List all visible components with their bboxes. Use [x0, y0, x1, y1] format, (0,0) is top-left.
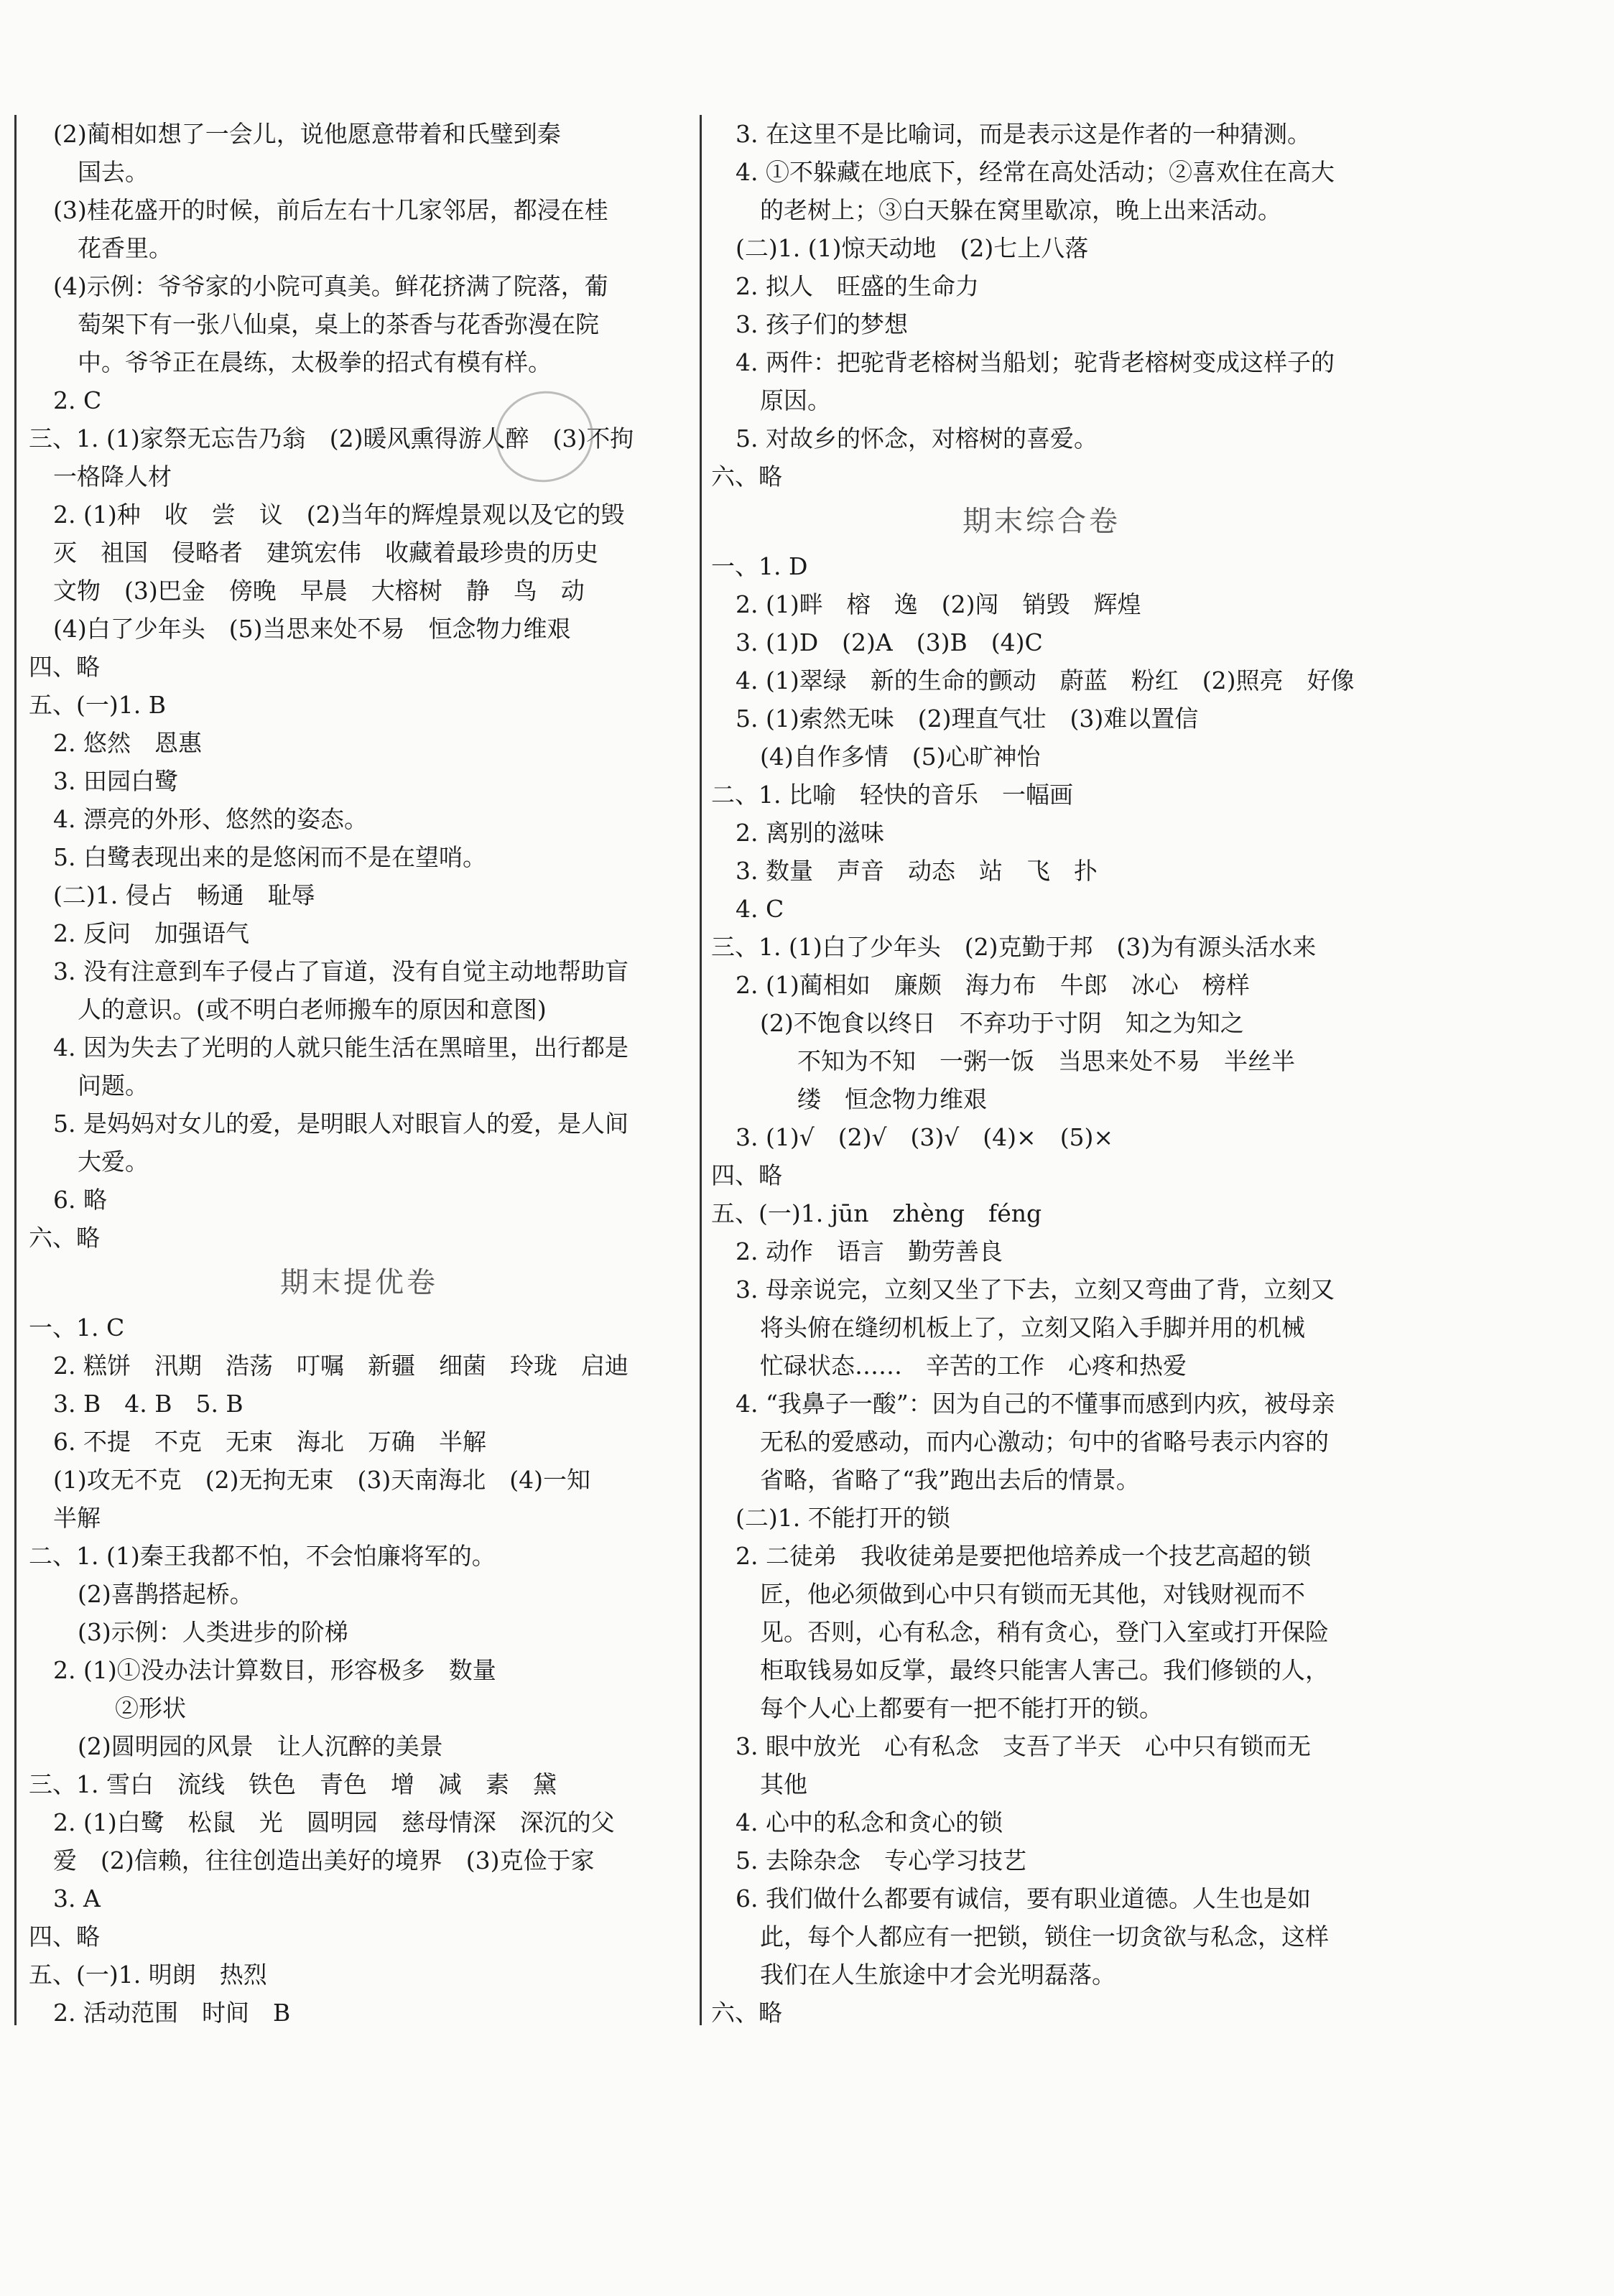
answer-line: 人的意识。(或不明白老师搬车的原因和意图): [78, 995, 547, 1023]
answer-line: 4. 因为失去了光明的人就只能生活在黑暗里，出行都是: [53, 1033, 629, 1061]
answer-line: 五、(一)1. 明朗 热烈: [29, 1961, 267, 1989]
answer-line: 2. (1)白鹭 松鼠 光 圆明园 慈母情深 深沉的父: [53, 1808, 615, 1836]
answer-line: (2)喜鹊搭起桥。: [78, 1580, 254, 1608]
answer-line: (4)自作多情 (5)心旷神怡: [760, 743, 1041, 771]
answer-line: 2. 糕饼 汛期 浩荡 叮嘱 新疆 细菌 玲珑 启迪: [53, 1352, 629, 1380]
answer-line: 2. 动作 语言 勤劳善良: [736, 1237, 1003, 1265]
answer-line: 3. A: [53, 1884, 101, 1912]
answer-line: 5. 是妈妈对女儿的爱，是明眼人对眼盲人的爱，是人间: [53, 1110, 629, 1138]
answer-line: (2)蔺相如想了一会儿，说他愿意带着和氏璧到秦: [53, 120, 561, 148]
answer-line: 4. (1)翠绿 新的生命的颤动 蔚蓝 粉红 (2)照亮 好像: [736, 666, 1355, 694]
column-divider: [700, 115, 702, 2025]
answer-line: 缕 恒念物力维艰: [797, 1085, 987, 1113]
answer-line: 2. 悠然 恩惠: [53, 729, 202, 757]
answer-line: 2. (1)蔺相如 廉颇 海力布 牛郎 冰心 榜样: [736, 971, 1250, 999]
answer-line: 2. 反问 加强语气: [53, 919, 249, 947]
right-column: [711, 115, 1372, 2032]
answer-line: 4. ①不躲藏在地底下，经常在高处活动；②喜欢住在高大: [736, 158, 1335, 186]
answer-line: 将头俯在缝纫机板上了，立刻又陷入手脚并用的机械: [760, 1314, 1305, 1342]
answer-line: 4. “我鼻子一酸”：因为自己的不懂事而感到内疚，被母亲: [736, 1390, 1335, 1418]
answer-line: 5. 对故乡的怀念，对榕树的喜爱。: [736, 424, 1098, 452]
answer-line: 一、1. D: [711, 552, 808, 580]
section-heading: 期末提优卷: [280, 1266, 438, 1299]
answer-line: 4. 漂亮的外形、悠然的姿态。: [53, 805, 368, 833]
answer-line: 3. (1)D (2)A (3)B (4)C: [736, 628, 1043, 656]
answer-line: 2. 离别的滋味: [736, 819, 884, 847]
answer-line: 的老树上；③白天躲在窝里歇凉，晚上出来活动。: [760, 196, 1281, 224]
answer-line: 6. 我们做什么都要有诚信，要有职业道德。人生也是如: [736, 1884, 1311, 1912]
answer-line: 四、略: [29, 1923, 100, 1951]
answer-line: 匠，他必须做到心中只有锁而无其他，对钱财视而不: [760, 1580, 1305, 1608]
answer-line: 3. B 4. B 5. B: [53, 1390, 244, 1418]
answer-line: 原因。: [760, 386, 831, 414]
answer-line: 一格降人材: [53, 463, 172, 491]
answer-line: ②形状: [115, 1694, 186, 1722]
answer-line: 三、1. 雪白 流线 铁色 青色 增 减 素 黛: [29, 1770, 557, 1798]
answer-line: (二)1. (1)惊天动地 (2)七上八落: [736, 234, 1089, 262]
answer-line: (二)1. 不能打开的锁: [736, 1504, 950, 1532]
answer-line: 见。否则，心有私念，稍有贪心，登门入室或打开保险: [760, 1618, 1329, 1646]
answer-line: 无私的爱感动，而内心激动；句中的省略号表示内容的: [760, 1428, 1329, 1456]
answer-line: 3. (1)√ (2)√ (3)√ (4)× (5)×: [736, 1123, 1114, 1151]
answer-line: 6. 略: [53, 1186, 107, 1214]
answer-line: 5. 去除杂念 专心学习技艺: [736, 1846, 1026, 1874]
answer-line: 3. 母亲说完，立刻又坐了下去，立刻又弯曲了背，立刻又: [736, 1275, 1335, 1303]
answer-line: 六、略: [29, 1224, 100, 1252]
answer-line: 6. 不提 不克 无束 海北 万确 半解: [53, 1428, 486, 1456]
answer-line: 半解: [53, 1504, 101, 1532]
answer-line: 4. C: [736, 895, 784, 923]
answer-line: 一、1. C: [29, 1314, 125, 1342]
answer-line: 5. 白鹭表现出来的是悠闲而不是在望哨。: [53, 843, 486, 871]
answer-line: 花香里。: [78, 234, 172, 262]
answer-line: 二、1. (1)秦王我都不怕，不会怕廉将军的。: [29, 1542, 496, 1570]
answer-line: 2. 拟人 旺盛的生命力: [736, 272, 979, 300]
answer-line: 五、(一)1. jūn zhèng féng: [711, 1199, 1042, 1227]
answer-line: 五、(一)1. B: [29, 691, 166, 719]
answer-line: 3. 眼中放光 心有私念 支吾了半天 心中只有锁而无: [736, 1732, 1311, 1760]
answer-line: 问题。: [78, 1072, 149, 1100]
left-margin-rule: [14, 115, 17, 2025]
answer-line: 六、略: [711, 1999, 782, 2027]
answer-line: 我们在人生旅途中才会光明磊落。: [760, 1961, 1116, 1989]
answer-line: 3. 在这里不是比喻词，而是表示这是作者的一种猜测。: [736, 120, 1311, 148]
answer-line: 5. (1)索然无味 (2)理直气壮 (3)难以置信: [736, 705, 1199, 733]
answer-line: 2. (1)①没办法计算数目，形容极多 数量: [53, 1656, 496, 1684]
answer-line: (1)攻无不克 (2)无拘无束 (3)天南海北 (4)一知: [53, 1466, 590, 1494]
answer-line: 中。爷爷正在晨练，太极拳的招式有模有样。: [78, 348, 552, 376]
answer-line: 其他: [760, 1770, 807, 1798]
answer-line: (4)示例：爷爷家的小院可真美。鲜花挤满了院落，葡: [53, 272, 608, 300]
answer-line: 不知为不知 一粥一饭 当思来处不易 半丝半: [797, 1047, 1295, 1075]
answer-line: 3. 数量 声音 动态 站 飞 扑: [736, 857, 1098, 885]
answer-line: (二)1. 侵占 畅通 耻辱: [53, 881, 315, 909]
left-column: [29, 115, 690, 2032]
answer-line: 三、1. (1)白了少年头 (2)克勤于邦 (3)为有源头活水来: [711, 933, 1317, 961]
answer-line: 4. 两件：把驼背老榕树当船划；驼背老榕树变成这样子的: [736, 348, 1335, 376]
answer-line: (2)不饱食以终日 不弃功于寸阴 知之为知之: [760, 1009, 1244, 1037]
answer-line: 萄架下有一张八仙桌，桌上的茶香与花香弥漫在院: [78, 310, 599, 338]
answer-line: 国去。: [78, 158, 149, 186]
answer-line: 3. 孩子们的梦想: [736, 310, 908, 338]
answer-line: (2)圆明园的风景 让人沉醉的美景: [78, 1732, 443, 1760]
answer-line: 2. 二徒弟 我收徒弟是要把他培养成一个技艺高超的锁: [736, 1542, 1311, 1570]
answer-line: 2. (1)种 收 尝 议 (2)当年的辉煌景观以及它的毁: [53, 501, 625, 529]
answer-line: 省略，省略了“我”跑出去后的情景。: [760, 1466, 1140, 1494]
answer-line: (4)白了少年头 (5)当思来处不易 恒念物力维艰: [53, 615, 571, 643]
answer-line: 每个人心上都要有一把不能打开的锁。: [760, 1694, 1163, 1722]
answer-line: 六、略: [711, 463, 782, 491]
answer-line: 大爱。: [78, 1148, 149, 1176]
answer-line: 灭 祖国 侵略者 建筑宏伟 收藏着最珍贵的历史: [53, 539, 598, 567]
answer-line: 爱 (2)信赖，往往创造出美好的境界 (3)克俭于家: [53, 1846, 595, 1874]
answer-line: 4. 心中的私念和贪心的锁: [736, 1808, 1003, 1836]
answer-line: 忙碌状态…… 辛苦的工作 心疼和热爱: [760, 1352, 1187, 1380]
answer-line: 四、略: [29, 653, 100, 681]
answer-line: (3)示例：人类进步的阶梯: [78, 1618, 348, 1646]
answer-line: 三、1. (1)家祭无忘告乃翁 (2)暖风熏得游人醉 (3)不拘: [29, 424, 634, 452]
answer-line: (3)桂花盛开的时候，前后左右十几家邻居，都浸在桂: [53, 196, 608, 224]
answer-line: 柜取钱易如反掌，最终只能害人害己。我们修锁的人，: [760, 1656, 1329, 1684]
answer-line: 此，每个人都应有一把锁，锁住一切贪欲与私念，这样: [760, 1923, 1329, 1951]
answer-line: 2. C: [53, 386, 102, 414]
answer-line: 2. 活动范围 时间 B: [53, 1999, 291, 2027]
section-heading: 期末综合卷: [963, 505, 1121, 538]
answer-line: 二、1. 比喻 轻快的音乐 一幅画: [711, 781, 1073, 809]
answer-line: 2. (1)畔 榕 逸 (2)闯 销毁 辉煌: [736, 590, 1141, 618]
answer-line: 3. 没有注意到车子侵占了盲道，没有自觉主动地帮助盲: [53, 957, 629, 985]
answer-line: 四、略: [711, 1161, 782, 1189]
answer-line: 3. 田园白鹭: [53, 767, 178, 795]
answer-line: 文物 (3)巴金 傍晚 早晨 大榕树 静 鸟 动: [53, 577, 585, 605]
